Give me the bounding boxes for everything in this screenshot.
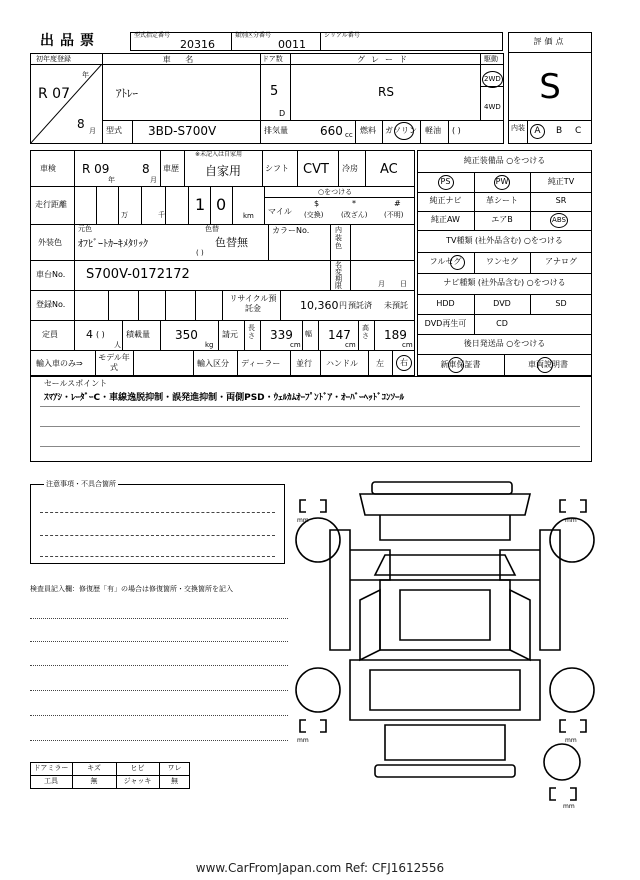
inspection-year: R 09	[82, 162, 110, 176]
drive-4wd: 4WD	[484, 103, 501, 111]
height-value: 189	[384, 328, 407, 342]
color-change-value: 色替無	[215, 236, 248, 249]
sen-unit: 千	[158, 211, 165, 219]
color-no-label: カラーNo.	[272, 226, 310, 235]
car-name-label: 車 名	[162, 55, 200, 64]
orig-color-value: ｵﾌﾋﾞｰﾄｶｰｷﾒﾀﾘｯｸ	[78, 239, 148, 250]
recycle-yen: 円	[339, 301, 347, 310]
first-reg-year: R 07	[38, 86, 70, 102]
interior-color-label: 内装色	[335, 226, 342, 250]
fuel-diesel: 軽油	[425, 126, 441, 135]
man-unit: 万	[121, 211, 128, 219]
handle-label: ハンドル	[326, 359, 358, 368]
name-change-label: 名変期限	[335, 261, 342, 290]
inspection-month: 8	[142, 162, 150, 176]
chassis-label: 車台No.	[36, 270, 66, 279]
later-title: 後日発送品 ○をつける	[463, 339, 546, 348]
doors-value: 5	[270, 84, 279, 99]
equip-airbag: エアB	[491, 215, 513, 224]
serial-label: シリアル番号	[324, 32, 360, 39]
footer-watermark: www.CarFromJapan.com Ref: CFJ1612556	[195, 861, 445, 875]
missing-jack-value: 無	[171, 777, 178, 785]
meter-hash: #	[394, 199, 401, 208]
recycle-value: 10,360	[300, 299, 339, 312]
mileage-digit-2: 0	[216, 195, 227, 214]
missing-scratch: キズ	[87, 764, 101, 772]
missing-break: ワレ	[167, 764, 182, 772]
import-parallel: 並行	[296, 359, 312, 368]
interior-a: A	[534, 126, 541, 136]
doors-sub: D	[279, 109, 286, 118]
interior-label: 内装	[511, 124, 525, 132]
fuel-gas: ガソリン	[385, 126, 417, 135]
first-reg-diagonal	[30, 64, 102, 144]
length-value: 339	[270, 328, 293, 342]
load-unit: kg	[205, 341, 214, 349]
tv-type-title: TV種類 (社外品含む) ○をつける	[446, 236, 563, 245]
missing-tools-value: 無	[90, 777, 98, 785]
mm-label-rr: mm	[565, 737, 577, 744]
model-designation-value: 20316	[180, 38, 215, 51]
sales-point-label: セールスポイント	[44, 379, 108, 388]
history-note: ※未記入は自家用	[195, 151, 243, 158]
navi-dvd-play: DVD再生可	[424, 319, 467, 328]
handle-left: 左	[376, 359, 384, 368]
meter-hash-note: (不明)	[384, 211, 404, 219]
width-value: 147	[328, 328, 351, 342]
navi-hdd: HDD	[436, 299, 455, 308]
navi-sd: SD	[555, 299, 567, 308]
displacement-label: 排気量	[264, 126, 288, 135]
equip-tv: 純正TV	[547, 177, 575, 186]
capacity-value: 4	[86, 328, 93, 341]
length-unit: cm	[290, 341, 301, 349]
model-value: 3BD-S700V	[148, 124, 217, 138]
first-reg-month-unit: 月	[89, 127, 96, 135]
mm-label-fr: mm	[565, 517, 577, 524]
chassis-value: S700V-0172172	[86, 267, 190, 282]
first-reg-label: 初年度登録	[36, 55, 71, 63]
missing-mirror: ドアミラー	[33, 764, 69, 772]
meter-mile: マイル	[268, 207, 292, 216]
displacement-value: 660	[320, 124, 343, 138]
load-value: 350	[175, 328, 198, 342]
name-change-month-unit: 月	[378, 280, 385, 288]
width-label: 幅	[305, 330, 312, 338]
later-warranty: 新車保証書	[440, 360, 481, 369]
first-reg-year-unit: 年	[82, 71, 89, 79]
equip-pw: PW	[495, 177, 509, 186]
navi-type-title: ナビ種類 (社外品含む) ○をつける	[443, 278, 566, 287]
grade-label: グレード	[357, 55, 413, 64]
capacity-paren: ( )	[96, 330, 105, 339]
later-manual: 車両説明書	[528, 360, 568, 369]
car-name-value: ｱﾄﾚｰ	[116, 87, 138, 100]
shift-label: シフト	[265, 164, 289, 173]
color-change-label: 色替	[205, 225, 219, 233]
length-label: 長さ	[248, 324, 255, 340]
mm-label-spare: mm	[563, 803, 575, 810]
notes-title: 注意事項・不具合箇所	[46, 480, 116, 488]
import-label: 輸入車のみ⇒	[36, 359, 83, 368]
inspection-month-unit: 月	[150, 176, 157, 184]
mileage-digit-1: 1	[195, 195, 206, 214]
equip-sr: SR	[555, 196, 567, 205]
grade-value: RS	[378, 85, 394, 99]
capacity-unit: 人	[114, 341, 121, 349]
doors-label: ドア数	[262, 55, 283, 63]
equip-leather: 革シート	[486, 196, 518, 205]
notes-box	[30, 484, 285, 564]
mm-label-fl: mm	[297, 517, 309, 524]
rating-label: 評価点	[533, 37, 567, 46]
meter-dollar-note: (交換)	[304, 211, 324, 219]
navi-cd: CD	[496, 319, 508, 328]
model-designation-label: 型式指定番号	[134, 32, 171, 39]
mileage-label: 走行距離	[35, 200, 67, 209]
tv-analog: アナログ	[545, 257, 577, 266]
navi-dvd: DVD	[493, 299, 511, 308]
tv-oneseg: ワンセグ	[486, 257, 518, 266]
car-damage-diagram	[290, 470, 600, 820]
km-unit: km	[243, 212, 254, 220]
meter-note: ○をつける	[318, 188, 353, 196]
orig-color-label: 元色	[78, 225, 92, 233]
capacity-label: 定員	[42, 330, 58, 339]
equip-ps: PS	[440, 177, 451, 186]
width-unit: cm	[345, 341, 356, 349]
drive-2wd: 2WD	[484, 75, 501, 83]
import-dealer: ディーラー	[241, 359, 281, 368]
model-label: 型式	[106, 126, 122, 135]
equip-navi: 純正ナビ	[429, 196, 462, 205]
import-cat-label: 輸入区分	[197, 359, 229, 368]
model-year-label: モデル年式	[98, 353, 130, 372]
shift-value: CVT	[303, 162, 329, 177]
color-change-paren: ( )	[196, 249, 204, 257]
sales-point-box	[30, 376, 592, 462]
inspection-label: 車検	[40, 164, 56, 173]
meter-dollar: $	[314, 199, 320, 208]
drive-label: 駆動	[484, 55, 498, 63]
meter-star: *	[352, 199, 356, 208]
ac-value: AC	[380, 162, 398, 177]
first-reg-month: 8	[77, 117, 85, 131]
recycle-deposited: 預託済	[348, 301, 372, 310]
category-value: 0011	[278, 38, 306, 51]
missing-crack: ヒビ	[130, 764, 145, 772]
tv-fullseg: フルセグ	[429, 257, 462, 266]
height-label: 高さ	[362, 324, 369, 340]
reg-label: 登録No.	[36, 300, 66, 309]
equip-abs: ABS	[552, 216, 566, 224]
interior-b: B	[556, 126, 563, 136]
missing-jack: ジャッキ	[123, 777, 152, 785]
history-value: 自家用	[205, 164, 242, 178]
seal-label: 請元	[222, 330, 238, 339]
color-label: 外装色	[38, 238, 62, 247]
inspection-year-unit: 年	[108, 176, 115, 184]
height-unit: cm	[402, 341, 413, 349]
fuel-label: 燃料	[360, 126, 376, 135]
interior-c: C	[575, 126, 582, 136]
load-label: 積載量	[126, 330, 150, 339]
recycle-not: 未預託	[384, 301, 408, 310]
inspector-note: 検査員記入欄：修復歴「有」の場合は修復箇所・交換箇所を記入	[30, 585, 233, 593]
rating-value: S	[539, 67, 561, 107]
missing-tools: 工具	[44, 777, 58, 785]
displacement-unit: cc	[345, 131, 353, 139]
sales-point-text: ｽﾏｱｼ・ﾚｰﾀﾞｰC・車線逸脱抑制・誤発進抑制・両側PSD・ｳｪﾙｶﾑｵｰﾌﾟﾝﾄﾞｱ・ｵｰﾊﾞｰﾍｯﾄﾞｺﾝｿｰﾙ	[44, 393, 405, 403]
recycle-label: リサイクル預託金	[229, 294, 277, 313]
handle-right: 右	[400, 358, 408, 367]
mm-label-rl: mm	[297, 737, 309, 744]
fuel-paren: ( )	[452, 126, 461, 135]
equip-aw: 純正AW	[431, 215, 460, 224]
meter-star-note: (改ざん)	[341, 211, 368, 219]
sheet-title: 出品票	[40, 33, 100, 49]
history-label: 車歴	[163, 164, 179, 173]
ac-label: 冷房	[342, 164, 358, 173]
equip-title: 純正装備品 ○をつける	[463, 156, 546, 165]
category-label: 類別区分番号	[235, 32, 272, 39]
